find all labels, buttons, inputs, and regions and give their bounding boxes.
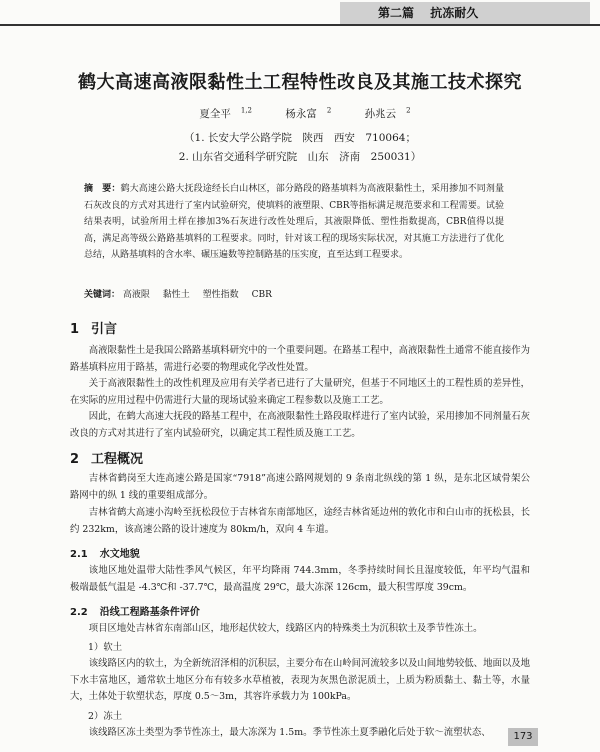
paragraph: 因此，在鹤大高速大抚段的路基工程中，在高液限黏性土路段取样进行了室内试验，采用掺加不同剂量石灰改良的方式对其进行了室内试验研究，以确定其工程性质及施工工艺。 <box>70 411 530 439</box>
keyword: CBR <box>251 290 272 300</box>
subsection-title: 沿线工程路基条件评价 <box>99 607 200 618</box>
paragraph: 该线路区冻土类型为季节性冻土，最大冻深为 1.5m。季节性冻土夏季融化后处于软～流塑状态、 <box>88 727 491 738</box>
section-number: 1 <box>70 322 80 337</box>
subsection-number: 2.1 <box>70 549 88 560</box>
author-sup: 2 <box>406 106 411 115</box>
subsection-number: 2.2 <box>70 607 88 618</box>
abstract-text: 鹤大高速公路大抚段途经长白山林区，部分路段的路基填料为高液限黏性土，采用掺加不同剂量石灰改良的方式对其进行了室内试验研究，使填料的液塑限、CBR等指标满足规范要求和工程需要。试验结果表明，试验所用土样在掺加3%石灰进行改性处理后，其液限降低、塑性指数提高，CBR值得以提高，满足高等级公路路基填料的工程要求。同时，针对该工程的现场实际状况，对其施工方法进行了优化总结，从路基填料的含水率、碾压遍数等控制路基的压实度，直至达到工程要求。 <box>84 184 504 260</box>
paragraph: 高液限黏性土是我国公路路基填料研究中的一个重要问题。在路基工程中，高液限黏性土通常不能直接作为路基填料应用于路基，需进行必要的物理或化学改性处置。 <box>70 345 530 373</box>
header-rule <box>0 24 600 26</box>
keywords <box>84 287 504 300</box>
author <box>275 108 331 120</box>
author <box>355 108 411 120</box>
paragraph: 该线路区内的软土，为全新统沼泽相的沉积层，主要分布在山岭间河流较多以及山间地势较低、地面以及地下水丰富地区，通常软土地区分布有较多水草植被，表现为灰黑色淤泥质土，上质为粉质黏土、黏土等，水量大，土体处于软塑状态，厚度 0.5～3m，其容许承载力为 100kPa。 <box>70 658 530 702</box>
affiliation-2: 2. 山东省交通科学研究院 山东 济南 250031） <box>178 151 422 163</box>
running-header <box>340 2 590 24</box>
keyword: 塑性指数 <box>202 290 239 300</box>
header-topic: 抗冻耐久 <box>430 6 479 20</box>
abstract-label: 摘 要： <box>84 184 121 194</box>
author-sup: 1,2 <box>240 106 252 115</box>
author-name: 杨永富 <box>285 108 317 120</box>
author-sup: 2 <box>326 106 332 115</box>
paragraph: 吉林省鹤岗至大连高速公路是国家“7918”高速公路网规划的 9 条南北纵线的第 1 纵，是东北区域骨架公路网中的纵 1 线的重要组成部分。 <box>70 473 530 501</box>
abstract <box>84 181 504 264</box>
paragraph: 该地区地处温带大陆性季风气候区，年平均降雨 744.3mm，冬季持续时间长且湿度较低，年平均气温和极端最低气温是 -4.3℃和 -37.7℃，最高温度 29℃，最大冻深 126cm，最大积雪厚度 39cm。 <box>70 565 530 593</box>
keyword: 高液限 <box>122 290 150 300</box>
paragraph: 项目区地处吉林省东南部山区，地形起伏较大，线路区内的特殊类土为沉积软土及季节性冻土。 <box>88 623 483 634</box>
subsection-heading <box>70 603 200 618</box>
section-heading <box>70 318 117 337</box>
list-item-label: 2）冻土 <box>88 711 123 722</box>
affiliation-1: （1. 长安大学公路学院 陕西 西安 710064； <box>184 132 416 144</box>
subsection-title: 水文地貌 <box>99 549 140 560</box>
list-item-label: 1）软土 <box>88 642 123 653</box>
header-part: 第二篇 <box>378 6 415 20</box>
section-number: 2 <box>70 452 80 467</box>
keyword: 黏性土 <box>162 290 190 300</box>
page-number: 173 <box>508 728 538 746</box>
section-title: 引言 <box>91 322 118 337</box>
keywords-label: 关键词： <box>84 290 121 300</box>
author <box>189 108 252 120</box>
author-name: 孙兆云 <box>364 108 397 120</box>
subsection-heading <box>70 545 140 560</box>
author-list <box>0 106 600 121</box>
paragraph: 关于高液限黏性土的改性机理及应用有关学者已进行了大量研究，但基于不同地区土的工程性质的差异性，在实际的应用过程中仍需进行大量的现场试验来确定工程参数以及施工工艺。 <box>70 378 530 406</box>
section-title: 工程概况 <box>91 452 144 467</box>
section-heading <box>70 448 143 467</box>
article-title: 鹤大高速高液限黏性土工程特性改良及其施工技术探究 <box>78 72 522 93</box>
author-name: 夏全平 <box>199 108 231 120</box>
paragraph: 吉林省鹤大高速小沟岭至抚松段位于吉林省东南部地区，途经吉林省延边州的敦化市和白山市的抚松县，长约 232km，该高速公路的设计速度为 80km/h，双向 4 车道。 <box>70 507 530 535</box>
